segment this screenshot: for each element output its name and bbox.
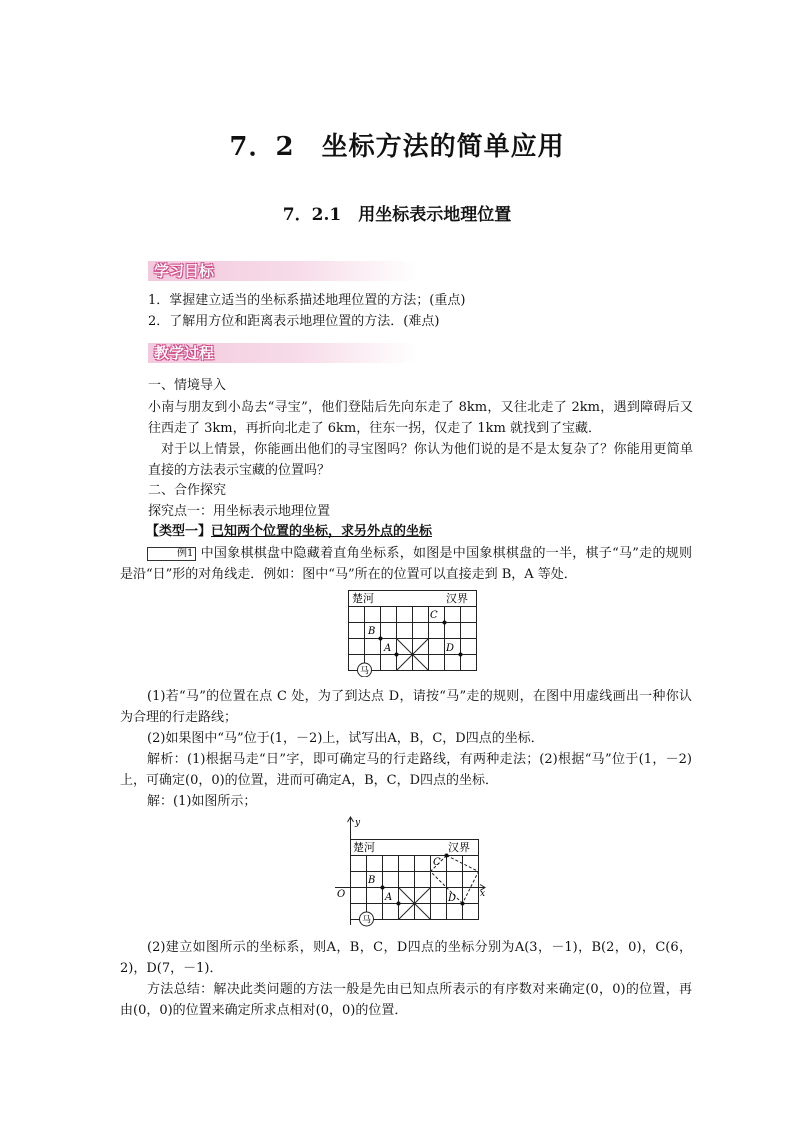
type-tag: 【类型一】 [146,524,212,539]
label-a: A [384,643,392,654]
method-summary: 方法总结：解决此类问题的方法一般是先由已知点所表示的有序数对来确定(0，0)的位置，再由(0，0)的位置来确定所求点相对(0，0)的位置． [120,982,692,1018]
label-c: C [430,610,438,621]
label-a-2: A [385,892,393,903]
label-b: B [368,626,376,637]
example-paragraph [120,543,692,585]
point-b [379,637,383,641]
example-badge: 例1 [147,547,196,561]
point-a-2 [397,902,401,906]
goal-2: 2．了解用方位和距离表示地理位置的方法．(难点) [148,314,440,329]
explore-point: 探究点一：用坐标表示地理位置 [148,504,331,519]
section-subtitle: 7．2.1 用坐标表示地理位置 [282,205,512,225]
river-left-label: 楚河 [352,592,374,605]
horse-label-2: 马 [361,915,372,926]
question-1: (1)若“马”的位置在点 C 处，为了到达点 D，请按“马”走的规则，在图中用虚线画出一种你认为合理的行走路线； [120,689,692,725]
process-banner-label: 教学过程 [154,344,215,362]
solution-2: (2)建立如图所示的坐标系，则A，B，C，D四点的坐标分别为A(3，－1)，B(2，0)，C(6，2)，D(7，－1)． [120,940,692,976]
goal-1: 1．掌握建立适当的坐标系描述地理位置的方法；(重点) [148,293,466,308]
goals-banner-label: 学习目标 [154,262,215,280]
horse-label: 马 [359,666,370,677]
label-b-2: B [368,875,376,886]
label-d-2: D [448,893,457,904]
river-right-label-2: 汉界 [448,841,470,854]
example-text: 中国象棋棋盘中隐藏着直角坐标系，如图是中国象棋棋盘的一半，棋子“马”走的规则是沿“日”形的对角线走．例如：图中“马”所在的位置可以直接走到 B，A 等处． [120,546,692,582]
axis-x-label: x [480,889,486,899]
analysis-text: 解析：(1)根据马走“日”字，即可确定马的行走路线，有两种走法；(2)根据“马”位于(1，－2)上，可确定(0，0)的位置，进而可确定A，B，C，D四点的坐标． [120,752,692,788]
solution-1: 解：(1)如图所示； [147,794,257,809]
axis-y-label: y [355,818,361,828]
question-2: (2)如果图中“马”位于(1，－2)上，试写出A，B，C，D四点的坐标． [147,731,544,746]
label-c-2: C [433,857,441,868]
point-c [443,621,447,625]
chessboard-figure-2 [330,815,490,930]
point-a [395,653,399,657]
intro-text-2: 对于以上情景，你能画出他们的寻宝图吗？你认为他们说的是不是太复杂了？你能用更简单直接的方法表示宝藏的位置吗？ [148,442,693,478]
type-text: 已知两个位置的坐标，求另外点的坐标 [211,524,433,539]
explore-heading: 二、合作探究 [148,483,227,498]
origin-label: O [337,889,346,900]
intro-heading: 一、情境导入 [148,378,227,393]
point-c-2 [445,854,449,858]
type-heading [146,522,432,542]
point-b-2 [381,886,385,890]
chessboard-figure-1 [340,587,480,677]
goals-banner [148,261,418,281]
river-left-label-2: 楚河 [353,841,375,854]
point-d [459,653,463,657]
point-d-2 [461,902,465,906]
process-banner [148,343,418,363]
intro-text-1: 小南与朋友到小岛去“寻宝”，他们登陆后先向东走了 8km，又往北走了 2km，遇到障碍后又往西走了 3km，再折向北走了 6km，往东一拐，仅走了 1km 就找到了宝藏． [148,400,693,436]
label-d: D [446,643,455,654]
page-title: 7．2 坐标方法的简单应用 [229,132,565,162]
river-right-label: 汉界 [446,592,468,605]
